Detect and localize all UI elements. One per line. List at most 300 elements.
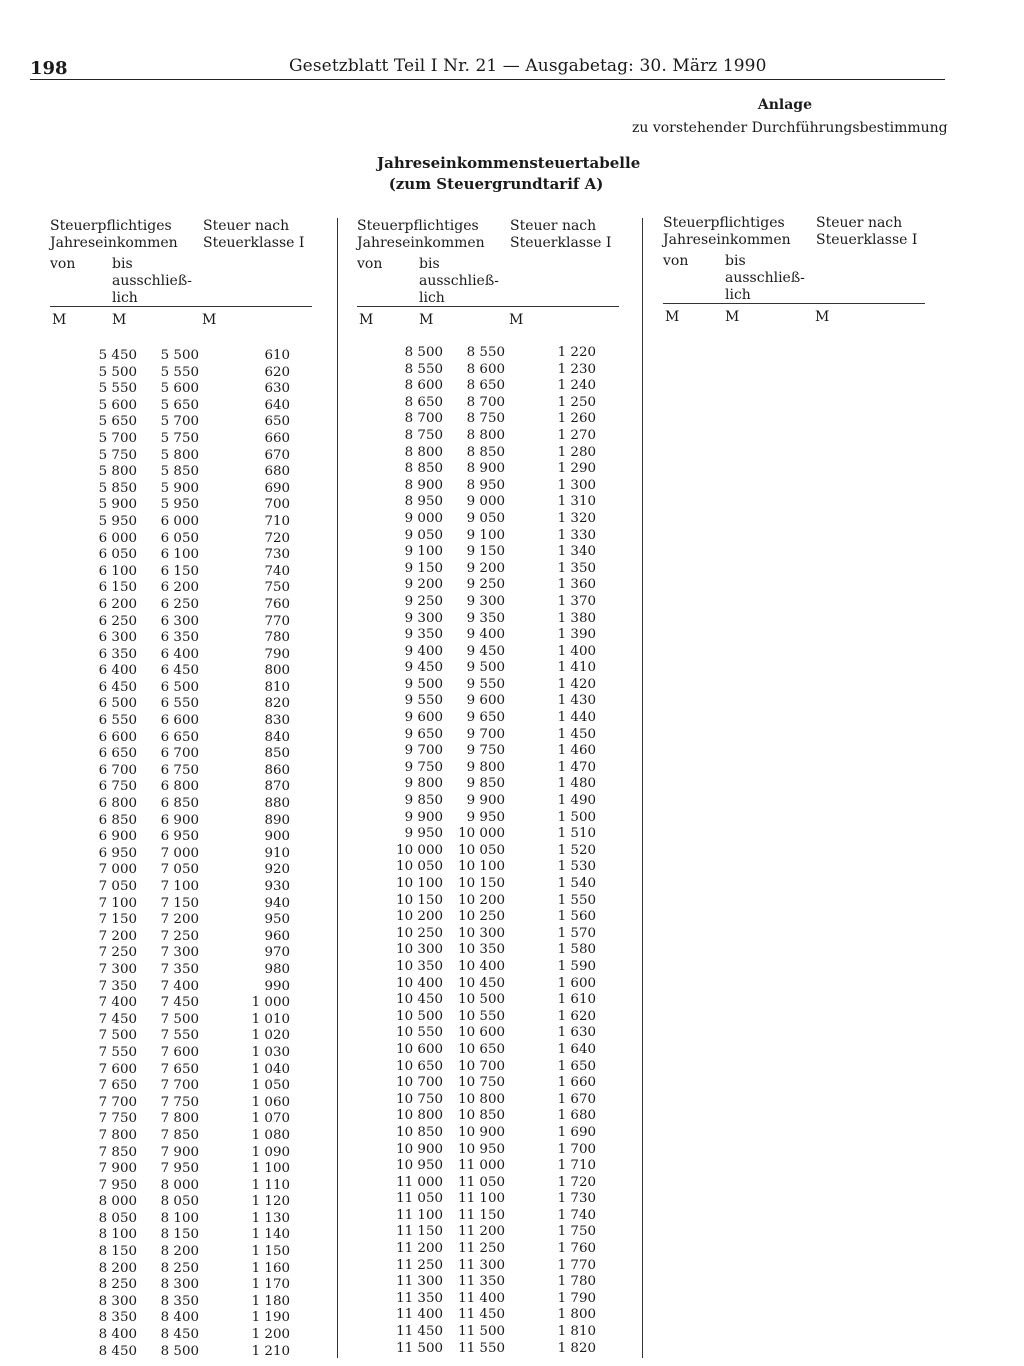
tax-cell: 1 500 <box>557 809 596 825</box>
tax-cell: 1 090 <box>251 1144 290 1160</box>
income-from-cell: 9 550 <box>404 693 443 709</box>
income-from-cell: 6 100 <box>98 563 137 579</box>
income-from-cell: 9 600 <box>404 710 443 726</box>
tax-cell: 1 020 <box>251 1028 290 1044</box>
income-from-cell: 8 400 <box>98 1327 137 1343</box>
tax-cell: 1 730 <box>557 1191 596 1207</box>
income-to-cell: 8 000 <box>160 1177 199 1193</box>
income-to-cell: 9 500 <box>466 660 505 676</box>
income-to-cell: 7 300 <box>160 945 199 961</box>
income-from-cell: 7 100 <box>98 895 137 911</box>
tax-cell: 1 620 <box>557 1008 596 1024</box>
tax-cell: 1 550 <box>557 892 596 908</box>
income-to-cell: 9 600 <box>466 693 505 709</box>
income-to-cell: 6 700 <box>160 746 199 762</box>
tax-cell: 610 <box>264 348 290 363</box>
income-from-cell: 10 850 <box>396 1124 443 1140</box>
income-from-cell: 8 150 <box>98 1244 137 1260</box>
tax-cell: 1 230 <box>557 361 596 377</box>
income-to-cell: 7 200 <box>160 912 199 928</box>
income-to-cell: 10 650 <box>458 1041 505 1057</box>
tax-cell: 760 <box>264 596 290 612</box>
header-income <box>50 218 178 252</box>
tax-cell: 1 370 <box>557 593 596 609</box>
income-to-cell: 6 500 <box>160 679 199 695</box>
tax-cell: 1 110 <box>251 1177 290 1193</box>
header-income-line2: Jahreseinkommen <box>663 232 791 248</box>
tax-cell: 1 330 <box>557 527 596 543</box>
tax-cell: 1 180 <box>251 1293 290 1309</box>
income-to-cell: 10 800 <box>458 1091 505 1107</box>
income-to-cell: 7 500 <box>160 1011 199 1027</box>
tax-cell: 1 140 <box>251 1227 290 1243</box>
income-from-cell: 5 550 <box>98 381 137 397</box>
tax-cell: 1 380 <box>557 610 596 626</box>
header-bis-line2: ausschließ- <box>419 273 499 289</box>
income-from-cell: 8 650 <box>404 394 443 410</box>
income-from-cell: 11 300 <box>396 1274 443 1290</box>
income-to-cell: 9 200 <box>466 560 505 576</box>
tax-cell: 1 260 <box>557 411 596 427</box>
income-to-cell: 8 500 <box>160 1343 199 1359</box>
tax-cell: 870 <box>264 779 290 795</box>
income-to-cell: 6 200 <box>160 580 199 596</box>
tax-cell: 1 700 <box>557 1141 596 1157</box>
income-to-cell: 10 300 <box>458 925 505 941</box>
income-to-cell: 5 950 <box>160 497 199 513</box>
income-to-cell: 11 250 <box>458 1241 505 1257</box>
income-from-cell: 11 100 <box>396 1207 443 1223</box>
tax-cell: 1 430 <box>557 693 596 709</box>
tax-cell: 1 250 <box>557 394 596 410</box>
income-from-cell: 9 450 <box>404 660 443 676</box>
income-from-cell: 11 350 <box>396 1290 443 1306</box>
header-income-line1: Steuerpflichtiges <box>50 218 172 234</box>
income-from-cell: 7 850 <box>98 1144 137 1160</box>
income-to-cell: 8 850 <box>466 444 505 460</box>
header-bis-line1: bis <box>112 256 133 272</box>
income-to-cell: 7 550 <box>160 1028 199 1044</box>
income-to-cell: 11 050 <box>458 1174 505 1190</box>
income-to-cell: 6 350 <box>160 630 199 646</box>
income-from-cell: 9 200 <box>404 577 443 593</box>
tax-cell: 1 150 <box>251 1244 290 1260</box>
income-to-cell: 8 450 <box>160 1327 199 1343</box>
tax-cell: 750 <box>264 580 290 596</box>
income-from-cell: 10 500 <box>396 1008 443 1024</box>
tax-cell: 650 <box>264 414 290 430</box>
unit-von: M <box>52 312 67 328</box>
tax-cell: 660 <box>264 430 290 446</box>
income-to-cell: 9 250 <box>466 577 505 593</box>
income-to-cell: 7 800 <box>160 1111 199 1127</box>
header-bis-line2: ausschließ- <box>725 270 805 286</box>
tax-cell: 820 <box>264 696 290 712</box>
income-to-cell: 11 000 <box>458 1158 505 1174</box>
income-to-cell: 8 050 <box>160 1194 199 1210</box>
unit-bis: M <box>419 312 434 328</box>
header-bis <box>725 253 805 304</box>
table-column-3 <box>396 207 925 1357</box>
income-to-cell: 10 100 <box>458 859 505 875</box>
income-to-cell: 7 250 <box>160 928 199 944</box>
income-to-cell: 11 400 <box>458 1290 505 1306</box>
income-to-cell: 10 750 <box>458 1075 505 1091</box>
header-tax-line1: Steuer nach <box>816 215 903 231</box>
income-from-cell: 10 750 <box>396 1091 443 1107</box>
income-to-cell: 11 550 <box>458 1340 505 1356</box>
income-to-cell: 7 400 <box>160 978 199 994</box>
income-to-cell: 6 400 <box>160 646 199 662</box>
tax-cell: 840 <box>264 729 290 745</box>
income-from-cell: 8 600 <box>404 378 443 394</box>
income-to-cell: 5 650 <box>160 397 199 413</box>
income-from-cell: 8 050 <box>98 1210 137 1226</box>
income-from-cell: 6 550 <box>98 713 137 729</box>
income-from-cell: 9 250 <box>404 593 443 609</box>
income-to-cell: 5 850 <box>160 464 199 480</box>
income-to-cell: 9 950 <box>466 809 505 825</box>
tax-cell: 1 220 <box>557 345 596 360</box>
income-from-cell: 6 650 <box>98 746 137 762</box>
income-from-cell: 11 000 <box>396 1174 443 1190</box>
tax-cell: 790 <box>264 646 290 662</box>
income-to-cell: 9 550 <box>466 676 505 692</box>
income-to-cell: 5 700 <box>160 414 199 430</box>
income-to-cell: 7 950 <box>160 1161 199 1177</box>
table-title-line2: (zum Steuergrundtarif A) <box>388 175 604 193</box>
income-from-cell: 6 600 <box>98 729 137 745</box>
income-to-cell: 10 900 <box>458 1124 505 1140</box>
income-to-cell: 9 750 <box>466 743 505 759</box>
header-bis <box>112 256 192 307</box>
income-from-cell: 6 850 <box>98 812 137 828</box>
header-tax-line2: Steuerklasse I <box>816 232 918 248</box>
tax-cell: 1 340 <box>557 544 596 560</box>
income-from-cell: 10 800 <box>396 1108 443 1124</box>
header-tax <box>203 218 304 252</box>
income-to-cell: 6 650 <box>160 729 199 745</box>
unit-von: M <box>359 312 374 328</box>
income-from-cell: 10 700 <box>396 1075 443 1091</box>
income-from-cell: 11 450 <box>396 1324 443 1340</box>
income-to-cell: 6 300 <box>160 613 199 629</box>
column-separator <box>337 218 338 1358</box>
income-from-cell: 10 450 <box>396 992 443 1008</box>
income-from-cell: 8 550 <box>404 361 443 377</box>
income-from-cell: 7 450 <box>98 1011 137 1027</box>
income-from-cell: 11 500 <box>396 1340 443 1356</box>
income-to-cell: 6 950 <box>160 829 199 845</box>
income-from-cell: 8 850 <box>404 461 443 477</box>
tax-cell: 1 750 <box>557 1224 596 1240</box>
income-to-cell: 11 350 <box>458 1274 505 1290</box>
income-to-cell: 5 500 <box>160 348 199 363</box>
tax-cell: 1 300 <box>557 477 596 493</box>
income-to-cell: 5 750 <box>160 430 199 446</box>
tax-cell: 1 480 <box>557 776 596 792</box>
income-from-cell: 9 800 <box>404 776 443 792</box>
tax-cell: 990 <box>264 978 290 994</box>
tax-cell: 780 <box>264 630 290 646</box>
income-to-cell: 6 150 <box>160 563 199 579</box>
tax-cell: 1 410 <box>557 660 596 676</box>
income-to-cell: 6 600 <box>160 713 199 729</box>
tax-cell: 940 <box>264 895 290 911</box>
income-to-cell: 6 800 <box>160 779 199 795</box>
income-from-cell: 8 900 <box>404 477 443 493</box>
header-rule <box>50 306 312 307</box>
tax-cell: 710 <box>264 513 290 529</box>
tax-cell: 1 320 <box>557 510 596 526</box>
income-from-cell: 6 950 <box>98 845 137 861</box>
header-tax-line1: Steuer nach <box>510 218 597 234</box>
tax-cell: 1 600 <box>557 975 596 991</box>
income-to-cell: 8 150 <box>160 1227 199 1243</box>
income-to-cell: 6 100 <box>160 547 199 563</box>
income-to-cell: 11 100 <box>458 1191 505 1207</box>
tax-cell: 970 <box>264 945 290 961</box>
table-title-line1: Jahreseinkommensteuertabelle <box>377 154 641 172</box>
income-from-cell: 6 400 <box>98 663 137 679</box>
header-bis-line3: lich <box>725 287 751 303</box>
header-income-line2: Jahreseinkommen <box>50 235 178 251</box>
income-from-cell: 7 600 <box>98 1061 137 1077</box>
income-to-cell: 7 450 <box>160 995 199 1011</box>
gazette-header-title: Gesetzblatt Teil I Nr. 21 — Ausgabetag: 30. März 1990 <box>289 56 767 76</box>
income-from-cell: 5 600 <box>98 397 137 413</box>
tax-cell: 1 520 <box>557 842 596 858</box>
tax-cell: 1 560 <box>557 909 596 925</box>
income-from-cell: 7 900 <box>98 1161 137 1177</box>
income-from-cell: 7 400 <box>98 995 137 1011</box>
income-to-cell: 6 450 <box>160 663 199 679</box>
income-from-cell: 9 850 <box>404 793 443 809</box>
tax-cell: 1 060 <box>251 1094 290 1110</box>
header-bis-line1: bis <box>725 253 746 269</box>
income-from-cell: 7 350 <box>98 978 137 994</box>
income-from-cell: 6 800 <box>98 796 137 812</box>
income-from-cell: 8 350 <box>98 1310 137 1326</box>
tax-cell: 1 120 <box>251 1194 290 1210</box>
income-from-cell: 9 100 <box>404 544 443 560</box>
unit-tax: M <box>509 312 524 328</box>
tax-cell: 770 <box>264 613 290 629</box>
income-from-cell: 10 200 <box>396 909 443 925</box>
header-income-line2: Jahreseinkommen <box>357 235 485 251</box>
tax-cell: 950 <box>264 912 290 928</box>
header-tax-line2: Steuerklasse I <box>203 235 305 251</box>
income-to-cell: 9 000 <box>466 494 505 510</box>
income-to-cell: 6 750 <box>160 762 199 778</box>
tax-cell: 1 050 <box>251 1078 290 1094</box>
income-from-cell: 9 400 <box>404 643 443 659</box>
income-to-cell: 9 900 <box>466 793 505 809</box>
tax-cell: 1 680 <box>557 1108 596 1124</box>
income-to-cell: 9 800 <box>466 759 505 775</box>
tax-cell: 1 570 <box>557 925 596 941</box>
income-to-cell: 10 700 <box>458 1058 505 1074</box>
income-to-cell: 11 300 <box>458 1257 505 1273</box>
income-from-cell: 11 050 <box>396 1191 443 1207</box>
income-from-cell: 10 900 <box>396 1141 443 1157</box>
tax-cell: 1 170 <box>251 1277 290 1293</box>
income-to-cell: 8 200 <box>160 1244 199 1260</box>
income-to-cell: 6 050 <box>160 530 199 546</box>
unit-tax: M <box>202 312 217 328</box>
tax-cell: 1 660 <box>557 1075 596 1091</box>
tax-cell: 1 720 <box>557 1174 596 1190</box>
income-to-cell: 9 350 <box>466 610 505 626</box>
tax-cell: 1 270 <box>557 427 596 443</box>
tax-cell: 1 780 <box>557 1274 596 1290</box>
tax-cell: 1 450 <box>557 726 596 742</box>
tax-cell: 930 <box>264 879 290 894</box>
income-to-cell: 8 550 <box>466 345 505 360</box>
tax-cell: 1 770 <box>557 1257 596 1273</box>
tax-cell: 1 350 <box>557 560 596 576</box>
income-from-cell: 5 850 <box>98 480 137 496</box>
income-from-cell: 5 900 <box>98 497 137 513</box>
income-from-cell: 9 750 <box>404 759 443 775</box>
income-to-cell: 6 000 <box>160 513 199 529</box>
tax-cell: 1 200 <box>251 1327 290 1343</box>
income-from-cell: 6 250 <box>98 613 137 629</box>
tax-cell: 670 <box>264 447 290 463</box>
tax-cell: 960 <box>264 928 290 944</box>
income-from-cell: 10 350 <box>396 958 443 974</box>
income-to-cell: 10 950 <box>458 1141 505 1157</box>
tax-cell: 1 790 <box>557 1290 596 1306</box>
income-from-cell: 5 750 <box>98 447 137 463</box>
income-from-cell: 10 050 <box>396 859 443 875</box>
income-to-cell: 7 600 <box>160 1044 199 1060</box>
tax-cell: 1 400 <box>557 643 596 659</box>
page-number: 198 <box>30 58 68 79</box>
header-von: von <box>663 253 689 269</box>
income-from-cell: 8 450 <box>98 1343 137 1359</box>
income-from-cell: 6 450 <box>98 679 137 695</box>
income-to-cell: 8 250 <box>160 1260 199 1276</box>
income-from-cell: 10 650 <box>396 1058 443 1074</box>
tax-cell: 810 <box>264 679 290 695</box>
income-to-cell: 10 500 <box>458 992 505 1008</box>
income-from-cell: 10 250 <box>396 925 443 941</box>
income-from-cell: 7 150 <box>98 912 137 928</box>
tax-cell: 1 360 <box>557 577 596 593</box>
income-to-cell: 8 800 <box>466 427 505 443</box>
tax-cell: 1 510 <box>557 826 596 842</box>
income-from-cell: 8 800 <box>404 444 443 460</box>
header-bis-line3: lich <box>112 290 138 306</box>
tax-cell: 1 820 <box>557 1340 596 1356</box>
tax-cell: 1 690 <box>557 1124 596 1140</box>
income-from-cell: 9 650 <box>404 726 443 742</box>
income-from-cell: 10 000 <box>396 842 443 858</box>
income-from-cell: 5 500 <box>98 364 137 380</box>
income-to-cell: 11 450 <box>458 1307 505 1323</box>
tax-cell: 1 190 <box>251 1310 290 1326</box>
income-to-cell: 8 950 <box>466 477 505 493</box>
income-from-cell: 6 750 <box>98 779 137 795</box>
income-from-cell: 8 750 <box>404 427 443 443</box>
header-tax <box>816 215 917 249</box>
income-to-cell: 9 100 <box>466 527 505 543</box>
income-from-cell: 11 400 <box>396 1307 443 1323</box>
income-to-cell: 7 900 <box>160 1144 199 1160</box>
tax-cell: 900 <box>264 829 290 845</box>
income-to-cell: 10 250 <box>458 909 505 925</box>
table-title <box>377 153 641 195</box>
income-to-cell: 10 350 <box>458 942 505 958</box>
tax-cell: 880 <box>264 796 290 812</box>
tax-cell: 850 <box>264 746 290 762</box>
header-rule <box>663 303 925 304</box>
annex-label: Anlage <box>757 97 812 113</box>
tax-cell: 740 <box>264 563 290 579</box>
tax-cell: 1 100 <box>251 1161 290 1177</box>
income-to-cell: 10 050 <box>458 842 505 858</box>
tax-cell: 1 070 <box>251 1111 290 1127</box>
income-from-cell: 6 500 <box>98 696 137 712</box>
income-from-cell: 9 700 <box>404 743 443 759</box>
header-rule <box>357 306 619 307</box>
tax-cell: 1 290 <box>557 461 596 477</box>
income-from-cell: 6 350 <box>98 646 137 662</box>
income-from-cell: 7 050 <box>98 879 137 894</box>
header-tax-line2: Steuerklasse I <box>510 235 612 251</box>
income-from-cell: 5 950 <box>98 513 137 529</box>
income-to-cell: 7 000 <box>160 845 199 861</box>
income-to-cell: 6 900 <box>160 812 199 828</box>
tax-cell: 1 390 <box>557 627 596 643</box>
income-to-cell: 11 200 <box>458 1224 505 1240</box>
income-to-cell: 5 600 <box>160 381 199 397</box>
tax-cell: 1 440 <box>557 710 596 726</box>
tax-cell: 1 080 <box>251 1127 290 1143</box>
income-from-cell: 10 550 <box>396 1025 443 1041</box>
income-to-cell: 8 650 <box>466 378 505 394</box>
income-from-cell: 7 500 <box>98 1028 137 1044</box>
tax-cell: 1 310 <box>557 494 596 510</box>
income-to-cell: 9 850 <box>466 776 505 792</box>
income-to-cell: 6 850 <box>160 796 199 812</box>
income-from-cell: 9 950 <box>404 826 443 842</box>
tax-cell: 1 540 <box>557 876 596 891</box>
tax-cell: 1 280 <box>557 444 596 460</box>
tax-cell: 1 530 <box>557 859 596 875</box>
income-from-cell: 9 500 <box>404 676 443 692</box>
income-to-cell: 8 600 <box>466 361 505 377</box>
income-to-cell: 9 300 <box>466 593 505 609</box>
income-from-cell: 9 900 <box>404 809 443 825</box>
header-tax <box>510 218 611 252</box>
income-to-cell: 10 150 <box>458 876 505 891</box>
tax-cell: 680 <box>264 464 290 480</box>
tax-cell: 1 630 <box>557 1025 596 1041</box>
income-to-cell: 8 350 <box>160 1293 199 1309</box>
unit-bis: M <box>112 312 127 328</box>
tax-cell: 690 <box>264 480 290 496</box>
header-income-line1: Steuerpflichtiges <box>357 218 479 234</box>
income-from-cell: 11 150 <box>396 1224 443 1240</box>
income-to-cell: 7 650 <box>160 1061 199 1077</box>
income-from-cell: 8 300 <box>98 1293 137 1309</box>
income-to-cell: 8 100 <box>160 1210 199 1226</box>
tax-cell: 800 <box>264 663 290 679</box>
income-to-cell: 8 700 <box>466 394 505 410</box>
tax-cell: 1 800 <box>557 1307 596 1323</box>
